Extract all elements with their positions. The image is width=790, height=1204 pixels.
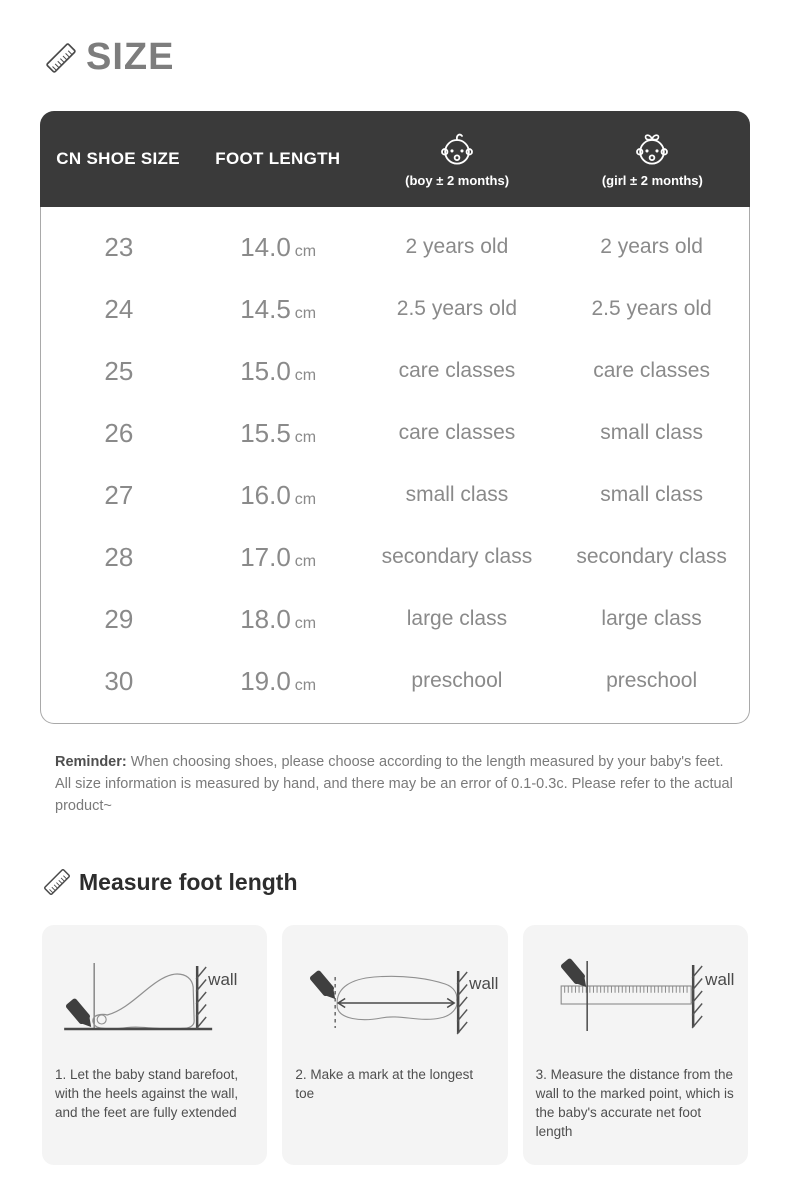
size-section-header [0, 0, 790, 79]
cell-girl-age: secondary class [576, 545, 727, 568]
measure-step-card-2 [282, 925, 507, 1165]
measure-step-card-3 [523, 925, 748, 1165]
wall-label: wall [704, 970, 735, 989]
cell-foot-length [197, 294, 360, 325]
length-unit: cm [294, 304, 317, 322]
length-value: 14.0 [240, 231, 291, 262]
cell-shoe-size: 27 [104, 479, 134, 510]
header-cell-shoe-size [40, 111, 196, 207]
header-cell-girl [555, 111, 750, 207]
measure-steps [42, 925, 748, 1165]
size-table-body [40, 207, 750, 724]
length-unit: cm [294, 552, 317, 570]
cell-boy-age: 2 years old [405, 235, 509, 258]
length-unit: cm [294, 242, 317, 260]
page-title: SIZE [86, 36, 175, 78]
column-header-boy-caption: (boy ± 2 months) [405, 173, 510, 188]
cell-boy-age: care classes [398, 359, 516, 382]
cell-shoe-size: 26 [104, 417, 134, 448]
length-unit: cm [294, 428, 317, 446]
length-value: 15.5 [240, 417, 291, 448]
cell-girl-age: small class [600, 421, 703, 444]
cell-girl-age: small class [600, 483, 703, 506]
cell-girl-age: care classes [593, 359, 710, 382]
table-row [41, 402, 749, 464]
reminder-label: Reminder: [55, 754, 127, 770]
length-unit: cm [294, 614, 317, 632]
reminder-text: When choosing shoes, please choose according to the length measured by your baby's feet. All size information is measured by hand, and there may be an error of 0.1-0.3c. Please refer to the actual product~ [55, 754, 733, 814]
header-cell-foot-length [196, 111, 359, 207]
cell-shoe-size: 23 [104, 231, 134, 262]
cell-shoe-size: 30 [104, 665, 134, 696]
wall-label: wall [208, 970, 238, 989]
length-value: 15.0 [240, 355, 291, 386]
cell-boy-age: preschool [411, 669, 503, 692]
measure-section-header [42, 867, 790, 897]
foot-side-view-illustration [42, 933, 267, 1065]
cell-girl-age: 2.5 years old [591, 297, 712, 320]
measure-step-caption: 1. Let the baby stand barefoot, with the heels against the wall, and the feet are fully extended [55, 1067, 239, 1120]
cell-boy-age: care classes [398, 421, 516, 444]
cell-foot-length [197, 604, 360, 635]
baby-girl-icon [632, 130, 672, 170]
length-unit: cm [294, 676, 317, 694]
measure-step-caption: 3. Measure the distance from the wall to the marked point, which is the baby's accurate net foot length [535, 1067, 734, 1139]
ruler-measure-illustration [523, 933, 748, 1065]
table-row [41, 650, 749, 712]
cell-girl-age: preschool [606, 669, 698, 692]
cell-foot-length [197, 232, 360, 263]
length-value: 18.0 [240, 603, 291, 634]
cell-foot-length [197, 356, 360, 387]
footprint-mark-illustration [282, 933, 507, 1065]
cell-foot-length [197, 418, 360, 449]
table-row [41, 464, 749, 526]
cell-shoe-size: 24 [104, 293, 134, 324]
cell-boy-age: 2.5 years old [396, 297, 518, 320]
length-unit: cm [294, 490, 317, 508]
baby-boy-icon [437, 130, 477, 170]
column-header-foot-length: FOOT LENGTH [215, 149, 341, 168]
cell-girl-age: large class [601, 607, 702, 630]
table-row [41, 588, 749, 650]
length-value: 16.0 [240, 479, 291, 510]
table-row [41, 278, 749, 340]
ruler-icon [42, 867, 72, 897]
size-table [40, 111, 750, 724]
length-value: 14.5 [240, 293, 291, 324]
cell-shoe-size: 25 [104, 355, 134, 386]
length-value: 17.0 [240, 541, 291, 572]
wall-label: wall [469, 974, 499, 993]
table-row [41, 526, 749, 588]
ruler-icon [44, 41, 78, 75]
table-row [41, 216, 749, 278]
measure-step-card-1 [42, 925, 267, 1165]
cell-girl-age: 2 years old [600, 235, 703, 258]
table-row [41, 340, 749, 402]
column-header-girl-caption: (girl ± 2 months) [601, 173, 703, 188]
cell-shoe-size: 29 [104, 603, 134, 634]
column-header-shoe-size: CN SHOE SIZE [56, 149, 180, 168]
cell-boy-age: small class [405, 483, 509, 506]
reminder-note [55, 751, 738, 817]
header-cell-boy [359, 111, 554, 207]
measure-section-title: Measure foot length [79, 868, 298, 895]
cell-shoe-size: 28 [104, 541, 134, 572]
cell-boy-age: secondary class [381, 545, 533, 568]
cell-foot-length [197, 666, 360, 697]
cell-foot-length [197, 542, 360, 573]
size-table-header [40, 111, 750, 207]
length-unit: cm [294, 366, 317, 384]
cell-foot-length [197, 480, 360, 511]
length-value: 19.0 [240, 665, 291, 696]
cell-boy-age: large class [406, 607, 508, 630]
measure-step-caption: 2. Make a mark at the longest toe [295, 1067, 474, 1101]
